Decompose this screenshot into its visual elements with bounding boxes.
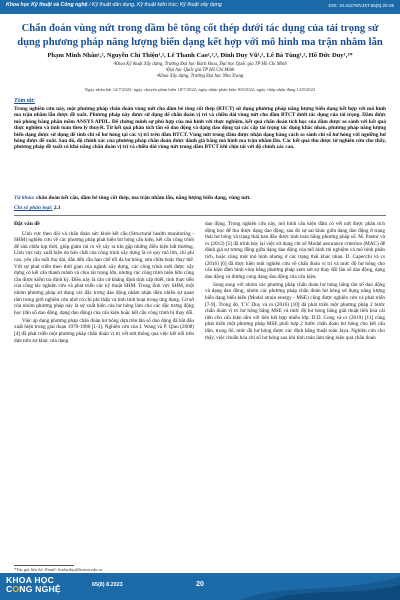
- footnote-divider: [14, 565, 74, 566]
- logo-letters-rest: NG NGHỆ: [19, 584, 61, 594]
- journal-section-label: [6, 2, 222, 8]
- doi-label[interactable]: DOI: 10.31276/VJST.65(8).20-26: [328, 3, 394, 8]
- article-title: Chẩn đoán vùng nứt trong dầm bê tông cốt thép dưới tác dụng của tải trọng sử dụng phương pháp năng lượng biến dạng kết hợp với mô hình ma trận nhằm lẫn: [17, 23, 383, 48]
- logo-line-1: KHOA HỌC: [6, 575, 55, 585]
- author-list: Phạm Minh Nhân¹,², Nguyễn Chí Thiện¹,², Lê Thanh Cao¹,²,³, Đinh Duy Vũ¹,², Lê Bá Tùng¹,², Hồ Đức Duy¹,²*: [47, 52, 353, 59]
- body-column-left: [14, 221, 194, 346]
- abstract-text: Trong nghiên cứu này, một phương pháp chẩn đoán vùng nứt cho dầm bê tông cốt thép (BTCT) sử dụng phương pháp năng lượng biến dạng kết hợp với mô hình ma trận nhầm lẫn được đề xuất. Phương pháp này được sử dụng để chẩn đoán vị trí và chiều dài vùng nứt cho dầm BTCT dưới tác dụng của tải trọng. Dầm được mô phỏng bằng phần mềm ANSYS APDL. Để chứng minh sự phù hợp của mô hình với thực nghiệm, kết quả chẩn đoán tích học của dầm được so sánh với kết quả thực nghiệm và tính toán theo lý thuyết. Từ kết quả phân tích tần số dao động và dạng dao động tại các cấp tải trọng tác dụng khác nhau, phương pháp năng lượng biến dạng được sử dụng để tính chỉ số hư hỏng tại các vị trí trên dầm BTCT. Vùng nứt trong dầm được nhận dạng bằng cách so sánh chỉ số hư hỏng với ngưỡng hư hỏng được đề xuất. Sau đó, độ chính xác của phương pháp chẩn đoán được đánh giá bằng mô hình ma trận nhầm lẫn. Các kết quả thu được từ nghiên cứu cho thấy, phương pháp đề xuất có khả năng chẩn đoán vị trí và chiều dài vùng nứt trong dầm BTCT khi chịu tải với độ chính xác cao.: [14, 106, 386, 151]
- classification-line: [14, 205, 61, 211]
- affiliation-2: ²Đại học Quốc gia TP Hồ Chí Minh: [165, 68, 235, 74]
- body-column-right: [205, 221, 385, 343]
- affiliation-1: ¹Khoa Kỹ thuật Xây dựng, Trường Đại học Bách khoa, Đại học Quốc gia TP Hồ Chí Minh: [113, 62, 287, 67]
- submission-dates: Ngày nhận bài 14/7/2022; ngày chuyển phản biện 18/7/2022; ngày nhận phản biện 9/8/2022; ngày chấp nhận đăng 12/8/2022: [84, 87, 316, 92]
- intro-heading: Đặt vấn đề: [14, 221, 40, 227]
- affiliations: [20, 62, 380, 81]
- page-number: 20: [196, 581, 204, 588]
- abstract-label: Tóm tắt:: [14, 98, 36, 104]
- body-paragraph: Lĩnh vực theo dõi và chẩn đoán sức khỏe kết cấu (Structural health monitoring - SHM) nghiên cứu về các phương pháp phát hiện hư hỏng cấu kiện, kết cấu công trình để sửa chữa kịp thời, giúp giảm rủi ro về xây ra khi gặp những điều kiện bất thường. Lĩnh vực này xuất hiện do bản chất của công trình xây dựng là có quy mô lớn, chi phí cao, yêu cầu tuổi thọ dài, dẫn đến cần hạn chế tối đa hư hỏng, sửa chữa hoặc thay thế. Với sự phát triển theo thời gian của ngành xây dựng, các công trình mới được xây dựng có kết cấu thanh mảnh và chịu tải trọng lớn, nhưng các công trình hiện hữu cũng cần được kiểm tra định kỳ. Điều này là căn cứ khẳng định tính cấp thiết, tính thực tiễn của công tác nghiên cứu và phát triển các kỹ thuật SHM. Trong lĩnh vực SHM, một nhóm phương pháp sử dụng các đặc trưng dao động nhằm nhận diện nhiều sự quan tâm trong giới nghiên cứu nhờ có chi phí thấp và tính linh hoạt trong ứng dụng. Cơ sở của nhóm phương pháp này là sự xuất hiện của hư hỏng làm cho các đặc trưng động học (tần số dao động, dạng dao động) của cấu kiện hoặc kết cấu công trình bị thay đổi.: [14, 230, 194, 316]
- classification-value: 2.1: [53, 205, 61, 211]
- footer-wave-decoration: [240, 573, 400, 600]
- journal-name: Khoa học Kỹ thuật và Công nghệ: [6, 2, 88, 8]
- classification-label: Chỉ số phân loại:: [14, 205, 53, 211]
- keywords-label: Từ khóa:: [14, 195, 35, 201]
- logo-letter: C: [6, 584, 13, 594]
- logo-accent-letter: O: [12, 584, 20, 594]
- issue-label: 65(8) 8.2023: [92, 582, 123, 588]
- affiliation-3: ³Khoa Xây dựng, Trường Đại học Nha Trang: [156, 74, 244, 80]
- journal-header-bar: [0, 0, 400, 14]
- body-paragraph: dao động. Trong nghiên cứu này, mô hình cấu kiện dầm có vết nứt được phân tích động học để thu được dạng dao động, sau đó sự sai khác giữa dạng dao động ở trạng thái hư hỏng và trạng thái ban đầu được tính toán bằng phương pháp số. M. Pastor và cs (2012) [5] đã trình bày lại việc sử dụng chỉ số Modal assurance criterion (MAC) để đánh giá sự tương đồng giữa dạng dao động của mô hình thí nghiệm và mô hình phân tích, hoặc cùng một mô hình nhưng ở các trạng thái khác nhau. D. Capecchi và cs (2016) [6] đã thực hiện một nghiên cứu về chẩn đoán vị trí và mức độ hư hỏng cho cấu kiện dầm hình vòm bằng phương pháp xem xét sự thay đổi tần số dao động, dạng dao động và đường cong dạng dao động của cấu kiện.: [205, 221, 385, 280]
- journal-subtitle: / Kỹ thuật dân dụng, Kỹ thuật kiến trúc; Kỹ thuật xây dựng: [87, 2, 222, 8]
- section-divider: [14, 215, 386, 216]
- keywords-value: chẩn đoán kết cấu, dầm bê tông cốt thép, ma trận nhầm lẫn, năng lượng biến dạng, vùng nứt.: [36, 195, 251, 201]
- page-footer: [0, 573, 400, 600]
- corresponding-author-footnote: *Tác giả liên hệ: Email: hoducduy@hcmut.edu.vn: [14, 567, 103, 572]
- body-paragraph: Song song với nhóm các phương pháp chẩn đoán hư hỏng bằng tần số dao động và dạng dao động, nhóm các phương pháp chẩn đoán hư hỏng sử dụng năng lượng biến dạng biểu kiến (Modal strain energy - MSE) cũng được nghiên cứu và phát triển [7-9]. Trong đó, T.V. Duy và cs (2016) [10] đã phát triển một phương pháp 2 bước chẩn đoán vị trí hư hỏng bằng MSE và mức độ hư hỏng bằng giải thuật tiến hóa cải tiến cho cấu kiện tấm với liên kết hợp nhiều lớp. D.D. Cong và cs (2019) [11] cũng phát triển một phương pháp MSE phối hợp 2 bước chẩn đoán hư hỏng cho kết cấu tấm, trong đó, mức độ hư hỏng được xác định bằng thuật toán Jaya. Nghiên cứu cho thấy, việc chuẩn hóa chỉ số hư hỏng sau khi tính toán làm tăng hiệu quả chẩn đoán: [205, 281, 385, 341]
- keywords-line: [14, 195, 386, 201]
- body-paragraph: Việc áp dụng phương pháp chẩn đoán hư hỏng dựa trên tần số dao động đã bắt đầu xuất hiện trong giai đoạn 1970-1980 [1-3]. Nghiên cứu của J. Wang và P. Qiao (2008) [4] đã phát triển một phương pháp chẩn đoán vị trí vết nứt thông qua việc kết nối trên dựa trên sự khác của dạng: [14, 317, 194, 344]
